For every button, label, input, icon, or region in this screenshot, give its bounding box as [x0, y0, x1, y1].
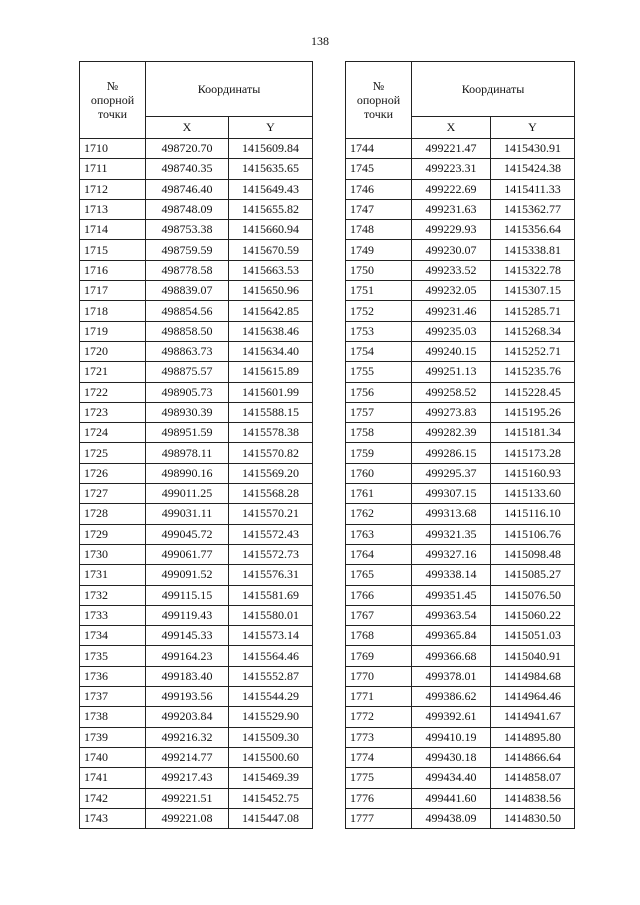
table-row	[80, 524, 313, 544]
table-row	[346, 301, 575, 321]
table-row	[80, 220, 313, 240]
point-number-cell: 1753	[346, 321, 412, 341]
y-coordinate-cell: 1415181.34	[491, 423, 575, 443]
table-row	[80, 687, 313, 707]
table-row	[346, 443, 575, 463]
x-coordinate-cell: 499338.14	[412, 565, 491, 585]
y-coordinate-cell: 1414895.80	[491, 727, 575, 747]
table-row	[80, 646, 313, 666]
y-coordinate-cell: 1415570.82	[229, 443, 313, 463]
x-coordinate-cell: 499386.62	[412, 687, 491, 707]
x-coordinate-cell: 498748.09	[146, 199, 229, 219]
point-number-cell: 1737	[80, 687, 146, 707]
table-row	[80, 362, 313, 382]
page-number: 138	[311, 34, 329, 48]
table-row	[80, 544, 313, 564]
point-number-cell: 1735	[80, 646, 146, 666]
x-coordinate-cell: 499282.39	[412, 423, 491, 443]
x-coordinate-cell: 499233.52	[412, 260, 491, 280]
point-number-cell: 1710	[80, 139, 146, 159]
point-number-cell: 1773	[346, 727, 412, 747]
point-number-cell: 1754	[346, 341, 412, 361]
point-number-cell: 1758	[346, 423, 412, 443]
point-number-cell: 1749	[346, 240, 412, 260]
header-point-number: № опорной точки	[346, 62, 412, 139]
table-row	[80, 321, 313, 341]
y-coordinate-cell: 1415411.33	[491, 179, 575, 199]
table-row	[346, 159, 575, 179]
table-row	[346, 687, 575, 707]
table-row	[346, 484, 575, 504]
point-number-cell: 1757	[346, 402, 412, 422]
x-coordinate-cell: 498839.07	[146, 281, 229, 301]
table-body	[346, 139, 575, 829]
x-coordinate-cell: 498854.56	[146, 301, 229, 321]
point-number-cell: 1772	[346, 707, 412, 727]
y-coordinate-cell: 1414964.46	[491, 687, 575, 707]
y-coordinate-cell: 1415649.43	[229, 179, 313, 199]
table-row	[346, 524, 575, 544]
x-coordinate-cell: 499441.60	[412, 788, 491, 808]
y-coordinate-cell: 1415588.15	[229, 402, 313, 422]
y-coordinate-cell: 1414984.68	[491, 666, 575, 686]
point-number-cell: 1776	[346, 788, 412, 808]
point-number-cell: 1717	[80, 281, 146, 301]
y-coordinate-cell: 1415569.20	[229, 463, 313, 483]
y-coordinate-cell: 1415452.75	[229, 788, 313, 808]
table-row	[346, 666, 575, 686]
point-number-cell: 1752	[346, 301, 412, 321]
table-row	[80, 585, 313, 605]
x-coordinate-cell: 499119.43	[146, 605, 229, 625]
point-number-cell: 1745	[346, 159, 412, 179]
x-coordinate-cell: 499378.01	[412, 666, 491, 686]
point-number-cell: 1744	[346, 139, 412, 159]
x-coordinate-cell: 499193.56	[146, 687, 229, 707]
point-number-cell: 1742	[80, 788, 146, 808]
table-row	[80, 341, 313, 361]
y-coordinate-cell: 1414941.67	[491, 707, 575, 727]
point-number-cell: 1763	[346, 524, 412, 544]
x-coordinate-cell: 499295.37	[412, 463, 491, 483]
point-number-cell: 1766	[346, 585, 412, 605]
point-number-cell: 1712	[80, 179, 146, 199]
y-coordinate-cell: 1415469.39	[229, 768, 313, 788]
point-number-cell: 1756	[346, 382, 412, 402]
header-x: X	[146, 117, 229, 139]
table-row	[346, 281, 575, 301]
point-number-cell: 1719	[80, 321, 146, 341]
y-coordinate-cell: 1415116.10	[491, 504, 575, 524]
header-coordinates: Координаты	[412, 62, 575, 117]
point-number-cell: 1761	[346, 484, 412, 504]
x-coordinate-cell: 498759.59	[146, 240, 229, 260]
x-coordinate-cell: 498978.11	[146, 443, 229, 463]
x-coordinate-cell: 498720.70	[146, 139, 229, 159]
table-row	[80, 301, 313, 321]
y-coordinate-cell: 1415362.77	[491, 199, 575, 219]
table-row	[346, 341, 575, 361]
x-coordinate-cell: 499011.25	[146, 484, 229, 504]
table-row	[346, 463, 575, 483]
point-number-cell: 1733	[80, 605, 146, 625]
table-row	[80, 139, 313, 159]
y-coordinate-cell: 1415650.96	[229, 281, 313, 301]
point-number-cell: 1775	[346, 768, 412, 788]
table-row	[80, 159, 313, 179]
x-coordinate-cell: 499273.83	[412, 402, 491, 422]
y-coordinate-cell: 1415655.82	[229, 199, 313, 219]
point-number-cell: 1714	[80, 220, 146, 240]
point-number-cell: 1769	[346, 646, 412, 666]
x-coordinate-cell: 499145.33	[146, 626, 229, 646]
y-coordinate-cell: 1415642.85	[229, 301, 313, 321]
table-row	[80, 402, 313, 422]
x-coordinate-cell: 499392.61	[412, 707, 491, 727]
x-coordinate-cell: 499258.52	[412, 382, 491, 402]
y-coordinate-cell: 1415307.15	[491, 281, 575, 301]
point-number-cell: 1730	[80, 544, 146, 564]
point-number-cell: 1738	[80, 707, 146, 727]
point-number-cell: 1770	[346, 666, 412, 686]
table-row	[80, 707, 313, 727]
table-row	[80, 260, 313, 280]
x-coordinate-cell: 498951.59	[146, 423, 229, 443]
point-number-cell: 1713	[80, 199, 146, 219]
point-number-cell: 1771	[346, 687, 412, 707]
y-coordinate-cell: 1415609.84	[229, 139, 313, 159]
x-coordinate-cell: 499232.05	[412, 281, 491, 301]
y-coordinate-cell: 1415601.99	[229, 382, 313, 402]
point-number-cell: 1751	[346, 281, 412, 301]
x-coordinate-cell: 499230.07	[412, 240, 491, 260]
header-y: Y	[229, 117, 313, 139]
x-coordinate-cell: 499251.13	[412, 362, 491, 382]
point-number-cell: 1723	[80, 402, 146, 422]
y-coordinate-cell: 1415235.76	[491, 362, 575, 382]
x-coordinate-cell: 499438.09	[412, 808, 491, 828]
y-coordinate-cell: 1415663.53	[229, 260, 313, 280]
x-coordinate-cell: 499240.15	[412, 341, 491, 361]
header-point-number: № опорной точки	[80, 62, 146, 139]
y-coordinate-cell: 1415529.90	[229, 707, 313, 727]
point-number-cell: 1743	[80, 808, 146, 828]
table-row	[80, 747, 313, 767]
table-row	[346, 788, 575, 808]
x-coordinate-cell: 499363.54	[412, 605, 491, 625]
table-row	[80, 605, 313, 625]
y-coordinate-cell: 1415356.64	[491, 220, 575, 240]
table-row	[346, 199, 575, 219]
y-coordinate-cell: 1415670.59	[229, 240, 313, 260]
x-coordinate-cell: 498740.35	[146, 159, 229, 179]
table-row	[346, 179, 575, 199]
table-row	[346, 747, 575, 767]
y-coordinate-cell: 1415572.73	[229, 544, 313, 564]
y-coordinate-cell: 1415252.71	[491, 341, 575, 361]
y-coordinate-cell: 1414838.56	[491, 788, 575, 808]
point-number-cell: 1724	[80, 423, 146, 443]
table-row	[80, 281, 313, 301]
x-coordinate-cell: 499164.23	[146, 646, 229, 666]
point-number-cell: 1736	[80, 666, 146, 686]
table-row	[80, 443, 313, 463]
x-coordinate-cell: 499061.77	[146, 544, 229, 564]
point-number-cell: 1721	[80, 362, 146, 382]
y-coordinate-cell: 1415573.14	[229, 626, 313, 646]
point-number-cell: 1755	[346, 362, 412, 382]
x-coordinate-cell: 499221.08	[146, 808, 229, 828]
point-number-cell: 1722	[80, 382, 146, 402]
point-number-cell: 1725	[80, 443, 146, 463]
y-coordinate-cell: 1414858.07	[491, 768, 575, 788]
x-coordinate-cell: 499231.63	[412, 199, 491, 219]
x-coordinate-cell: 499313.68	[412, 504, 491, 524]
table-row	[346, 504, 575, 524]
table-row	[346, 626, 575, 646]
y-coordinate-cell: 1414830.50	[491, 808, 575, 828]
y-coordinate-cell: 1415578.38	[229, 423, 313, 443]
x-coordinate-cell: 499286.15	[412, 443, 491, 463]
y-coordinate-cell: 1415060.22	[491, 605, 575, 625]
y-coordinate-cell: 1415615.89	[229, 362, 313, 382]
y-coordinate-cell: 1415228.45	[491, 382, 575, 402]
table-row	[346, 808, 575, 828]
point-number-cell: 1739	[80, 727, 146, 747]
x-coordinate-cell: 498753.38	[146, 220, 229, 240]
point-number-cell: 1767	[346, 605, 412, 625]
x-coordinate-cell: 498930.39	[146, 402, 229, 422]
x-coordinate-cell: 499221.47	[412, 139, 491, 159]
table-row	[80, 179, 313, 199]
y-coordinate-cell: 1415635.65	[229, 159, 313, 179]
table-row	[346, 605, 575, 625]
header-y: Y	[491, 117, 575, 139]
point-number-cell: 1715	[80, 240, 146, 260]
point-number-cell: 1765	[346, 565, 412, 585]
x-coordinate-cell: 499045.72	[146, 524, 229, 544]
y-coordinate-cell: 1415568.28	[229, 484, 313, 504]
coordinates-table-right	[345, 61, 575, 829]
table-row	[346, 240, 575, 260]
table-row	[80, 768, 313, 788]
y-coordinate-cell: 1415581.69	[229, 585, 313, 605]
point-number-cell: 1741	[80, 768, 146, 788]
x-coordinate-cell: 499115.15	[146, 585, 229, 605]
point-number-cell: 1732	[80, 585, 146, 605]
x-coordinate-cell: 499091.52	[146, 565, 229, 585]
table-row	[346, 260, 575, 280]
table-row	[346, 707, 575, 727]
y-coordinate-cell: 1415500.60	[229, 747, 313, 767]
y-coordinate-cell: 1415076.50	[491, 585, 575, 605]
y-coordinate-cell: 1415051.03	[491, 626, 575, 646]
x-coordinate-cell: 499031.11	[146, 504, 229, 524]
y-coordinate-cell: 1415447.08	[229, 808, 313, 828]
point-number-cell: 1716	[80, 260, 146, 280]
coordinates-table-left	[79, 61, 313, 829]
y-coordinate-cell: 1415098.48	[491, 544, 575, 564]
table-row	[80, 484, 313, 504]
table-row	[346, 646, 575, 666]
y-coordinate-cell: 1415430.91	[491, 139, 575, 159]
point-number-cell: 1747	[346, 199, 412, 219]
point-number-cell: 1750	[346, 260, 412, 280]
x-coordinate-cell: 498905.73	[146, 382, 229, 402]
table-row	[80, 199, 313, 219]
y-coordinate-cell: 1415552.87	[229, 666, 313, 686]
x-coordinate-cell: 499307.15	[412, 484, 491, 504]
point-number-cell: 1711	[80, 159, 146, 179]
x-coordinate-cell: 499327.16	[412, 544, 491, 564]
table-row	[80, 626, 313, 646]
y-coordinate-cell: 1415572.43	[229, 524, 313, 544]
y-coordinate-cell: 1415085.27	[491, 565, 575, 585]
table-row	[346, 362, 575, 382]
y-coordinate-cell: 1415160.93	[491, 463, 575, 483]
table-row	[80, 463, 313, 483]
point-number-cell: 1727	[80, 484, 146, 504]
y-coordinate-cell: 1415564.46	[229, 646, 313, 666]
y-coordinate-cell: 1415173.28	[491, 443, 575, 463]
x-coordinate-cell: 499231.46	[412, 301, 491, 321]
y-coordinate-cell: 1415660.94	[229, 220, 313, 240]
x-coordinate-cell: 498990.16	[146, 463, 229, 483]
x-coordinate-cell: 499216.32	[146, 727, 229, 747]
x-coordinate-cell: 498875.57	[146, 362, 229, 382]
table-row	[346, 565, 575, 585]
table-row	[346, 382, 575, 402]
x-coordinate-cell: 499214.77	[146, 747, 229, 767]
y-coordinate-cell: 1415338.81	[491, 240, 575, 260]
point-number-cell: 1760	[346, 463, 412, 483]
x-coordinate-cell: 499235.03	[412, 321, 491, 341]
table-row	[80, 423, 313, 443]
x-coordinate-cell: 499221.51	[146, 788, 229, 808]
point-number-cell: 1740	[80, 747, 146, 767]
table-row	[346, 544, 575, 564]
x-coordinate-cell: 498746.40	[146, 179, 229, 199]
point-number-cell: 1728	[80, 504, 146, 524]
x-coordinate-cell: 499366.68	[412, 646, 491, 666]
point-number-cell: 1759	[346, 443, 412, 463]
point-number-cell: 1734	[80, 626, 146, 646]
header-x: X	[412, 117, 491, 139]
table-row	[80, 504, 313, 524]
x-coordinate-cell: 499223.31	[412, 159, 491, 179]
table-body	[80, 139, 313, 829]
point-number-cell: 1762	[346, 504, 412, 524]
x-coordinate-cell: 499351.45	[412, 585, 491, 605]
y-coordinate-cell: 1414866.64	[491, 747, 575, 767]
x-coordinate-cell: 499222.69	[412, 179, 491, 199]
point-number-cell: 1748	[346, 220, 412, 240]
point-number-cell: 1746	[346, 179, 412, 199]
y-coordinate-cell: 1415544.29	[229, 687, 313, 707]
y-coordinate-cell: 1415106.76	[491, 524, 575, 544]
x-coordinate-cell: 499203.84	[146, 707, 229, 727]
x-coordinate-cell: 498863.73	[146, 341, 229, 361]
point-number-cell: 1731	[80, 565, 146, 585]
point-number-cell: 1768	[346, 626, 412, 646]
table-row	[80, 808, 313, 828]
y-coordinate-cell: 1415424.38	[491, 159, 575, 179]
y-coordinate-cell: 1415285.71	[491, 301, 575, 321]
table-row	[346, 139, 575, 159]
y-coordinate-cell: 1415580.01	[229, 605, 313, 625]
x-coordinate-cell: 499430.18	[412, 747, 491, 767]
point-number-cell: 1774	[346, 747, 412, 767]
y-coordinate-cell: 1415268.34	[491, 321, 575, 341]
table-row	[346, 321, 575, 341]
point-number-cell: 1720	[80, 341, 146, 361]
table-row	[80, 382, 313, 402]
table-row	[80, 565, 313, 585]
table-row	[346, 423, 575, 443]
x-coordinate-cell: 499365.84	[412, 626, 491, 646]
y-coordinate-cell: 1415634.40	[229, 341, 313, 361]
y-coordinate-cell: 1415195.26	[491, 402, 575, 422]
x-coordinate-cell: 499183.40	[146, 666, 229, 686]
y-coordinate-cell: 1415322.78	[491, 260, 575, 280]
point-number-cell: 1764	[346, 544, 412, 564]
table-row	[346, 768, 575, 788]
y-coordinate-cell: 1415576.31	[229, 565, 313, 585]
point-number-cell: 1777	[346, 808, 412, 828]
table-row	[80, 240, 313, 260]
table-row	[80, 727, 313, 747]
x-coordinate-cell: 498858.50	[146, 321, 229, 341]
header-coordinates: Координаты	[146, 62, 313, 117]
point-number-cell: 1726	[80, 463, 146, 483]
x-coordinate-cell: 499434.40	[412, 768, 491, 788]
y-coordinate-cell: 1415570.21	[229, 504, 313, 524]
table-row	[346, 220, 575, 240]
point-number-cell: 1729	[80, 524, 146, 544]
table-row	[80, 788, 313, 808]
table-row	[80, 666, 313, 686]
x-coordinate-cell: 498778.58	[146, 260, 229, 280]
x-coordinate-cell: 499229.93	[412, 220, 491, 240]
y-coordinate-cell: 1415133.60	[491, 484, 575, 504]
y-coordinate-cell: 1415509.30	[229, 727, 313, 747]
x-coordinate-cell: 499410.19	[412, 727, 491, 747]
y-coordinate-cell: 1415638.46	[229, 321, 313, 341]
x-coordinate-cell: 499321.35	[412, 524, 491, 544]
point-number-cell: 1718	[80, 301, 146, 321]
table-row	[346, 585, 575, 605]
table-row	[346, 402, 575, 422]
x-coordinate-cell: 499217.43	[146, 768, 229, 788]
y-coordinate-cell: 1415040.91	[491, 646, 575, 666]
table-row	[346, 727, 575, 747]
